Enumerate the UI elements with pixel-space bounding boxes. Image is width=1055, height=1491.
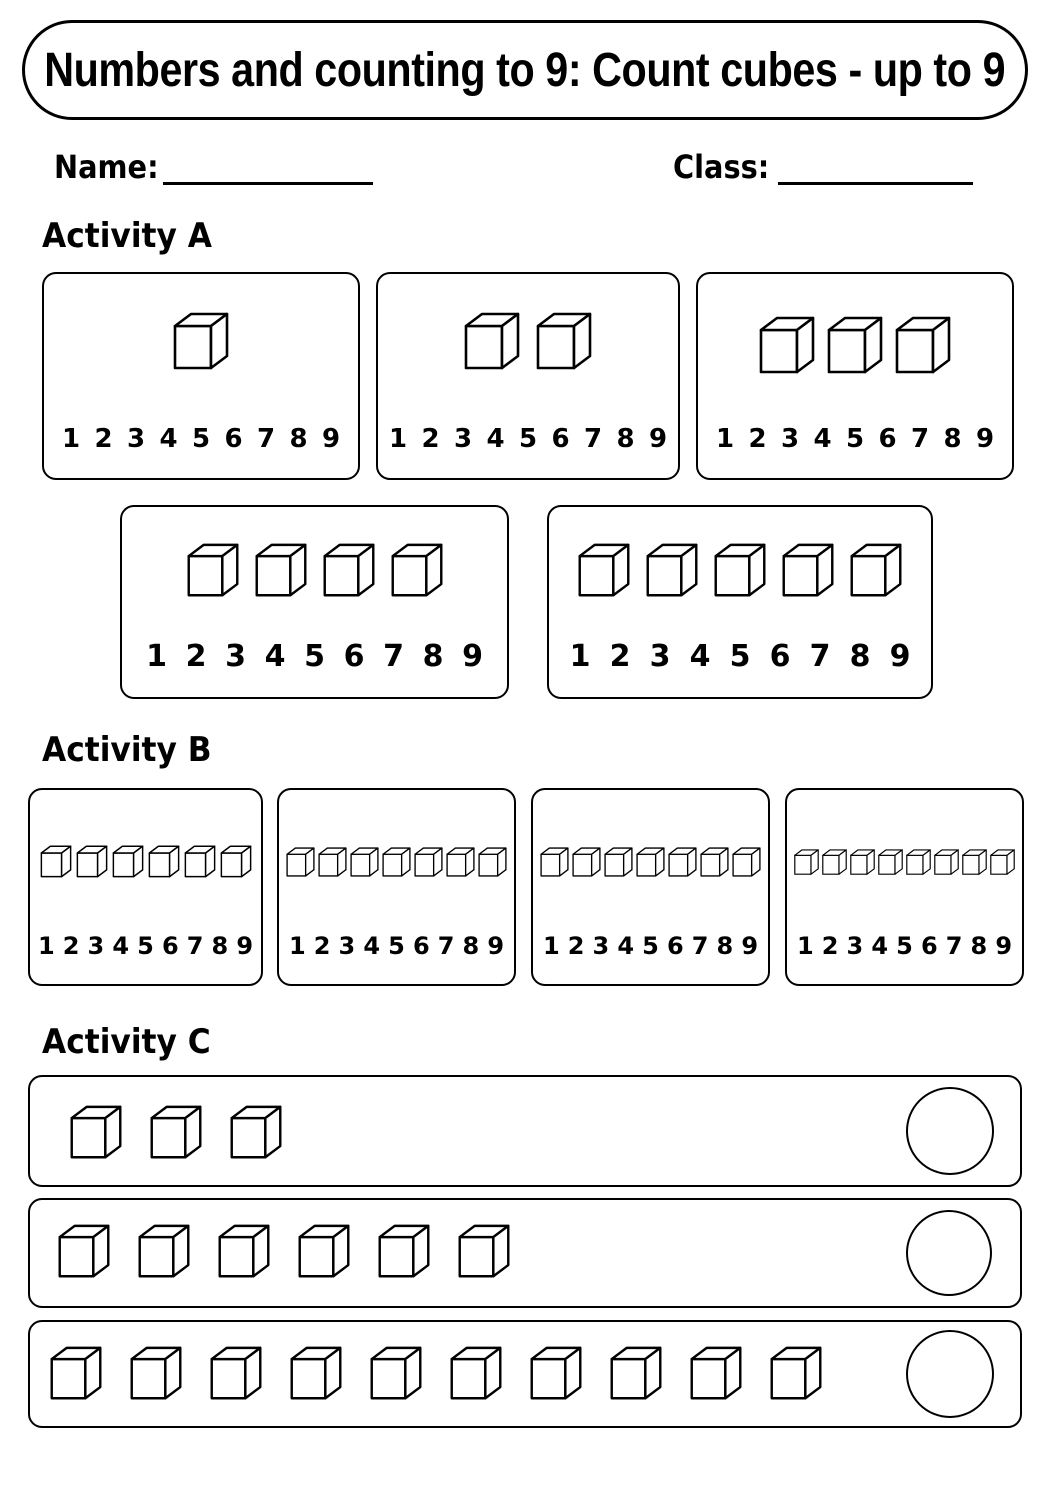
number-option-7[interactable]: 7 [809,639,831,674]
cube-icon [456,1222,512,1282]
number-option-4[interactable]: 4 [617,932,635,960]
cube-icon [534,310,594,374]
cube-row [68,1103,1020,1163]
cube-icon [376,1222,432,1282]
number-option-5[interactable]: 5 [845,424,865,454]
cube-icon [635,846,666,879]
number-option-7[interactable]: 7 [691,932,709,960]
number-option-4[interactable]: 4 [112,932,130,960]
activity-a-card-1 [42,272,360,480]
activity-a-card-4 [120,505,509,699]
cube-icon [368,1344,424,1404]
number-option-9[interactable]: 9 [648,424,668,454]
number-option-8[interactable]: 8 [849,639,871,674]
number-option-7[interactable]: 7 [945,932,963,960]
cube-icon [445,846,476,879]
number-option-8[interactable]: 8 [716,932,734,960]
cube-row [44,310,358,374]
cube-icon [448,1344,504,1404]
cube-row [122,541,507,601]
number-option-1[interactable]: 1 [288,932,306,960]
cube-icon [381,846,412,879]
number-option-2[interactable]: 2 [821,932,839,960]
cube-icon [961,848,988,877]
cube-icon [56,1222,112,1282]
cube-icon [253,541,309,601]
number-option-6[interactable]: 6 [666,932,684,960]
cube-icon [285,846,316,879]
number-option-7[interactable]: 7 [256,424,276,454]
cube-icon [571,846,602,879]
number-option-3[interactable]: 3 [126,424,146,454]
cube-row [533,846,768,879]
number-line [787,932,1022,960]
number-option-9[interactable]: 9 [487,932,505,960]
cube-icon [219,844,253,880]
number-option-2[interactable]: 2 [421,424,440,454]
cube-icon [171,310,231,374]
number-option-2[interactable]: 2 [609,639,631,674]
number-option-6[interactable]: 6 [878,424,897,454]
number-option-8[interactable]: 8 [289,424,308,454]
cube-icon [780,541,836,601]
cube-icon [699,846,730,879]
number-option-3[interactable]: 3 [338,932,356,960]
number-line [378,424,678,454]
cube-icon [68,1103,124,1163]
number-option-6[interactable]: 6 [412,932,430,960]
number-option-9[interactable]: 9 [741,932,759,960]
cube-icon [75,844,109,880]
activity-b-heading: Activity B [42,730,212,770]
activity-b-card-2 [277,788,516,986]
number-option-8[interactable]: 8 [211,932,229,960]
number-option-6[interactable]: 6 [161,932,179,960]
cube-row [787,848,1022,877]
cube-icon [528,1344,584,1404]
cube-icon [228,1103,284,1163]
number-option-8[interactable]: 8 [970,932,988,960]
worksheet-title-box [22,20,1028,120]
activity-c-heading: Activity C [42,1022,211,1062]
number-option-2[interactable]: 2 [313,932,331,960]
answer-circle[interactable] [906,1330,994,1418]
number-option-3[interactable]: 3 [592,932,610,960]
number-option-5[interactable]: 5 [191,424,211,454]
number-option-7[interactable]: 7 [383,639,404,674]
cube-icon [185,541,241,601]
cube-icon [317,846,348,879]
class-blank[interactable] [778,182,973,185]
answer-circle[interactable] [906,1210,992,1296]
number-option-3[interactable]: 3 [649,639,671,674]
number-option-3[interactable]: 3 [846,932,864,960]
cube-icon [147,844,181,880]
number-line [698,424,1012,454]
cube-icon [905,848,932,877]
cube-icon [539,846,570,879]
number-line [549,639,931,674]
cube-icon [644,541,700,601]
number-option-5[interactable]: 5 [896,932,913,960]
cube-icon [793,848,820,877]
number-option-5[interactable]: 5 [518,424,538,454]
cube-icon [208,1344,264,1404]
number-option-6[interactable]: 6 [224,424,243,454]
activity-a-card-3 [696,272,1014,480]
number-option-7[interactable]: 7 [186,932,204,960]
name-blank[interactable] [163,182,373,185]
number-option-8[interactable]: 8 [422,639,444,674]
name-label: Name: [54,148,159,186]
cube-icon [148,1103,204,1163]
cube-icon [603,846,634,879]
number-option-1[interactable]: 1 [715,424,735,454]
number-option-1[interactable]: 1 [569,639,591,674]
cube-row [56,1222,1020,1282]
number-option-5[interactable]: 5 [729,639,751,674]
number-option-9[interactable]: 9 [321,424,341,454]
number-option-6[interactable]: 6 [343,639,365,674]
number-option-8[interactable]: 8 [943,424,962,454]
number-option-1[interactable]: 1 [542,932,560,960]
number-option-4[interactable]: 4 [689,639,711,674]
number-option-9[interactable]: 9 [975,424,995,454]
cube-icon [413,846,444,879]
cube-row [378,310,678,374]
number-option-1[interactable]: 1 [146,639,167,674]
cube-icon [849,848,876,877]
cube-icon [128,1344,184,1404]
number-option-9[interactable]: 9 [995,932,1013,960]
number-option-2[interactable]: 2 [567,932,585,960]
cube-icon [731,846,762,879]
number-option-2[interactable]: 2 [185,639,207,674]
cube-icon [39,844,73,880]
number-line [533,932,768,960]
number-option-9[interactable]: 9 [889,639,911,674]
cube-icon [111,844,145,880]
number-option-1[interactable]: 1 [61,424,81,454]
activity-b-card-3 [531,788,770,986]
number-option-2[interactable]: 2 [748,424,767,454]
cube-icon [768,1344,824,1404]
cube-row [30,844,261,880]
number-option-4[interactable]: 4 [363,932,381,960]
activity-c-row-3 [28,1320,1022,1428]
number-option-6[interactable]: 6 [769,639,791,674]
number-option-6[interactable]: 6 [920,932,938,960]
cube-icon [877,848,904,877]
cube-icon [183,844,217,880]
number-option-7[interactable]: 7 [910,424,930,454]
cube-icon [462,310,522,374]
number-option-3[interactable]: 3 [453,424,473,454]
cube-icon [321,541,377,601]
number-line [279,932,514,960]
cube-row [279,846,514,879]
number-line [30,932,261,960]
activity-b-card-4 [785,788,1024,986]
cube-row [698,314,1012,378]
activity-c-row-2 [28,1198,1022,1308]
cube-icon [477,846,508,879]
cube-icon [296,1222,352,1282]
number-line [122,639,507,674]
class-label: Class: [673,148,770,186]
number-option-7[interactable]: 7 [583,424,603,454]
number-option-3[interactable]: 3 [780,424,800,454]
number-option-2[interactable]: 2 [94,424,113,454]
number-option-6[interactable]: 6 [551,424,570,454]
cube-icon [757,314,817,378]
cube-icon [576,541,632,601]
number-option-8[interactable]: 8 [616,424,635,454]
activity-a-card-2 [376,272,680,480]
cube-icon [667,846,698,879]
number-option-2[interactable]: 2 [62,932,80,960]
cube-icon [933,848,960,877]
cube-row [549,541,931,601]
number-option-3[interactable]: 3 [225,639,246,674]
cube-icon [288,1344,344,1404]
cube-icon [825,314,885,378]
number-option-3[interactable]: 3 [87,932,105,960]
number-option-8[interactable]: 8 [462,932,480,960]
worksheet-title: Numbers and counting to 9: Count cubes - up to 9 [44,43,1006,97]
number-option-4[interactable]: 4 [813,424,832,454]
activity-b-card-1 [28,788,263,986]
cube-row [48,1344,1020,1404]
number-option-4[interactable]: 4 [264,639,286,674]
answer-circle[interactable] [906,1087,994,1175]
cube-icon [48,1344,104,1404]
cube-icon [389,541,445,601]
cube-icon [893,314,953,378]
cube-icon [848,541,904,601]
number-option-5[interactable]: 5 [137,932,154,960]
cube-icon [688,1344,744,1404]
number-option-4[interactable]: 4 [159,424,178,454]
cube-icon [608,1344,664,1404]
number-option-4[interactable]: 4 [871,932,889,960]
activity-c-row-1 [28,1075,1022,1187]
cube-icon [136,1222,192,1282]
number-option-5[interactable]: 5 [304,639,325,674]
number-option-9[interactable]: 9 [462,639,483,674]
cube-icon [989,848,1016,877]
cube-icon [821,848,848,877]
number-option-5[interactable]: 5 [388,932,405,960]
number-option-1[interactable]: 1 [796,932,814,960]
number-line [44,424,358,454]
activity-a-heading: Activity A [42,216,212,256]
activity-a-card-5 [547,505,933,699]
number-option-1[interactable]: 1 [388,424,408,454]
number-option-4[interactable]: 4 [486,424,505,454]
number-option-5[interactable]: 5 [642,932,659,960]
number-option-1[interactable]: 1 [37,932,55,960]
number-option-7[interactable]: 7 [437,932,455,960]
number-option-9[interactable]: 9 [236,932,254,960]
cube-icon [349,846,380,879]
cube-icon [216,1222,272,1282]
cube-icon [712,541,768,601]
